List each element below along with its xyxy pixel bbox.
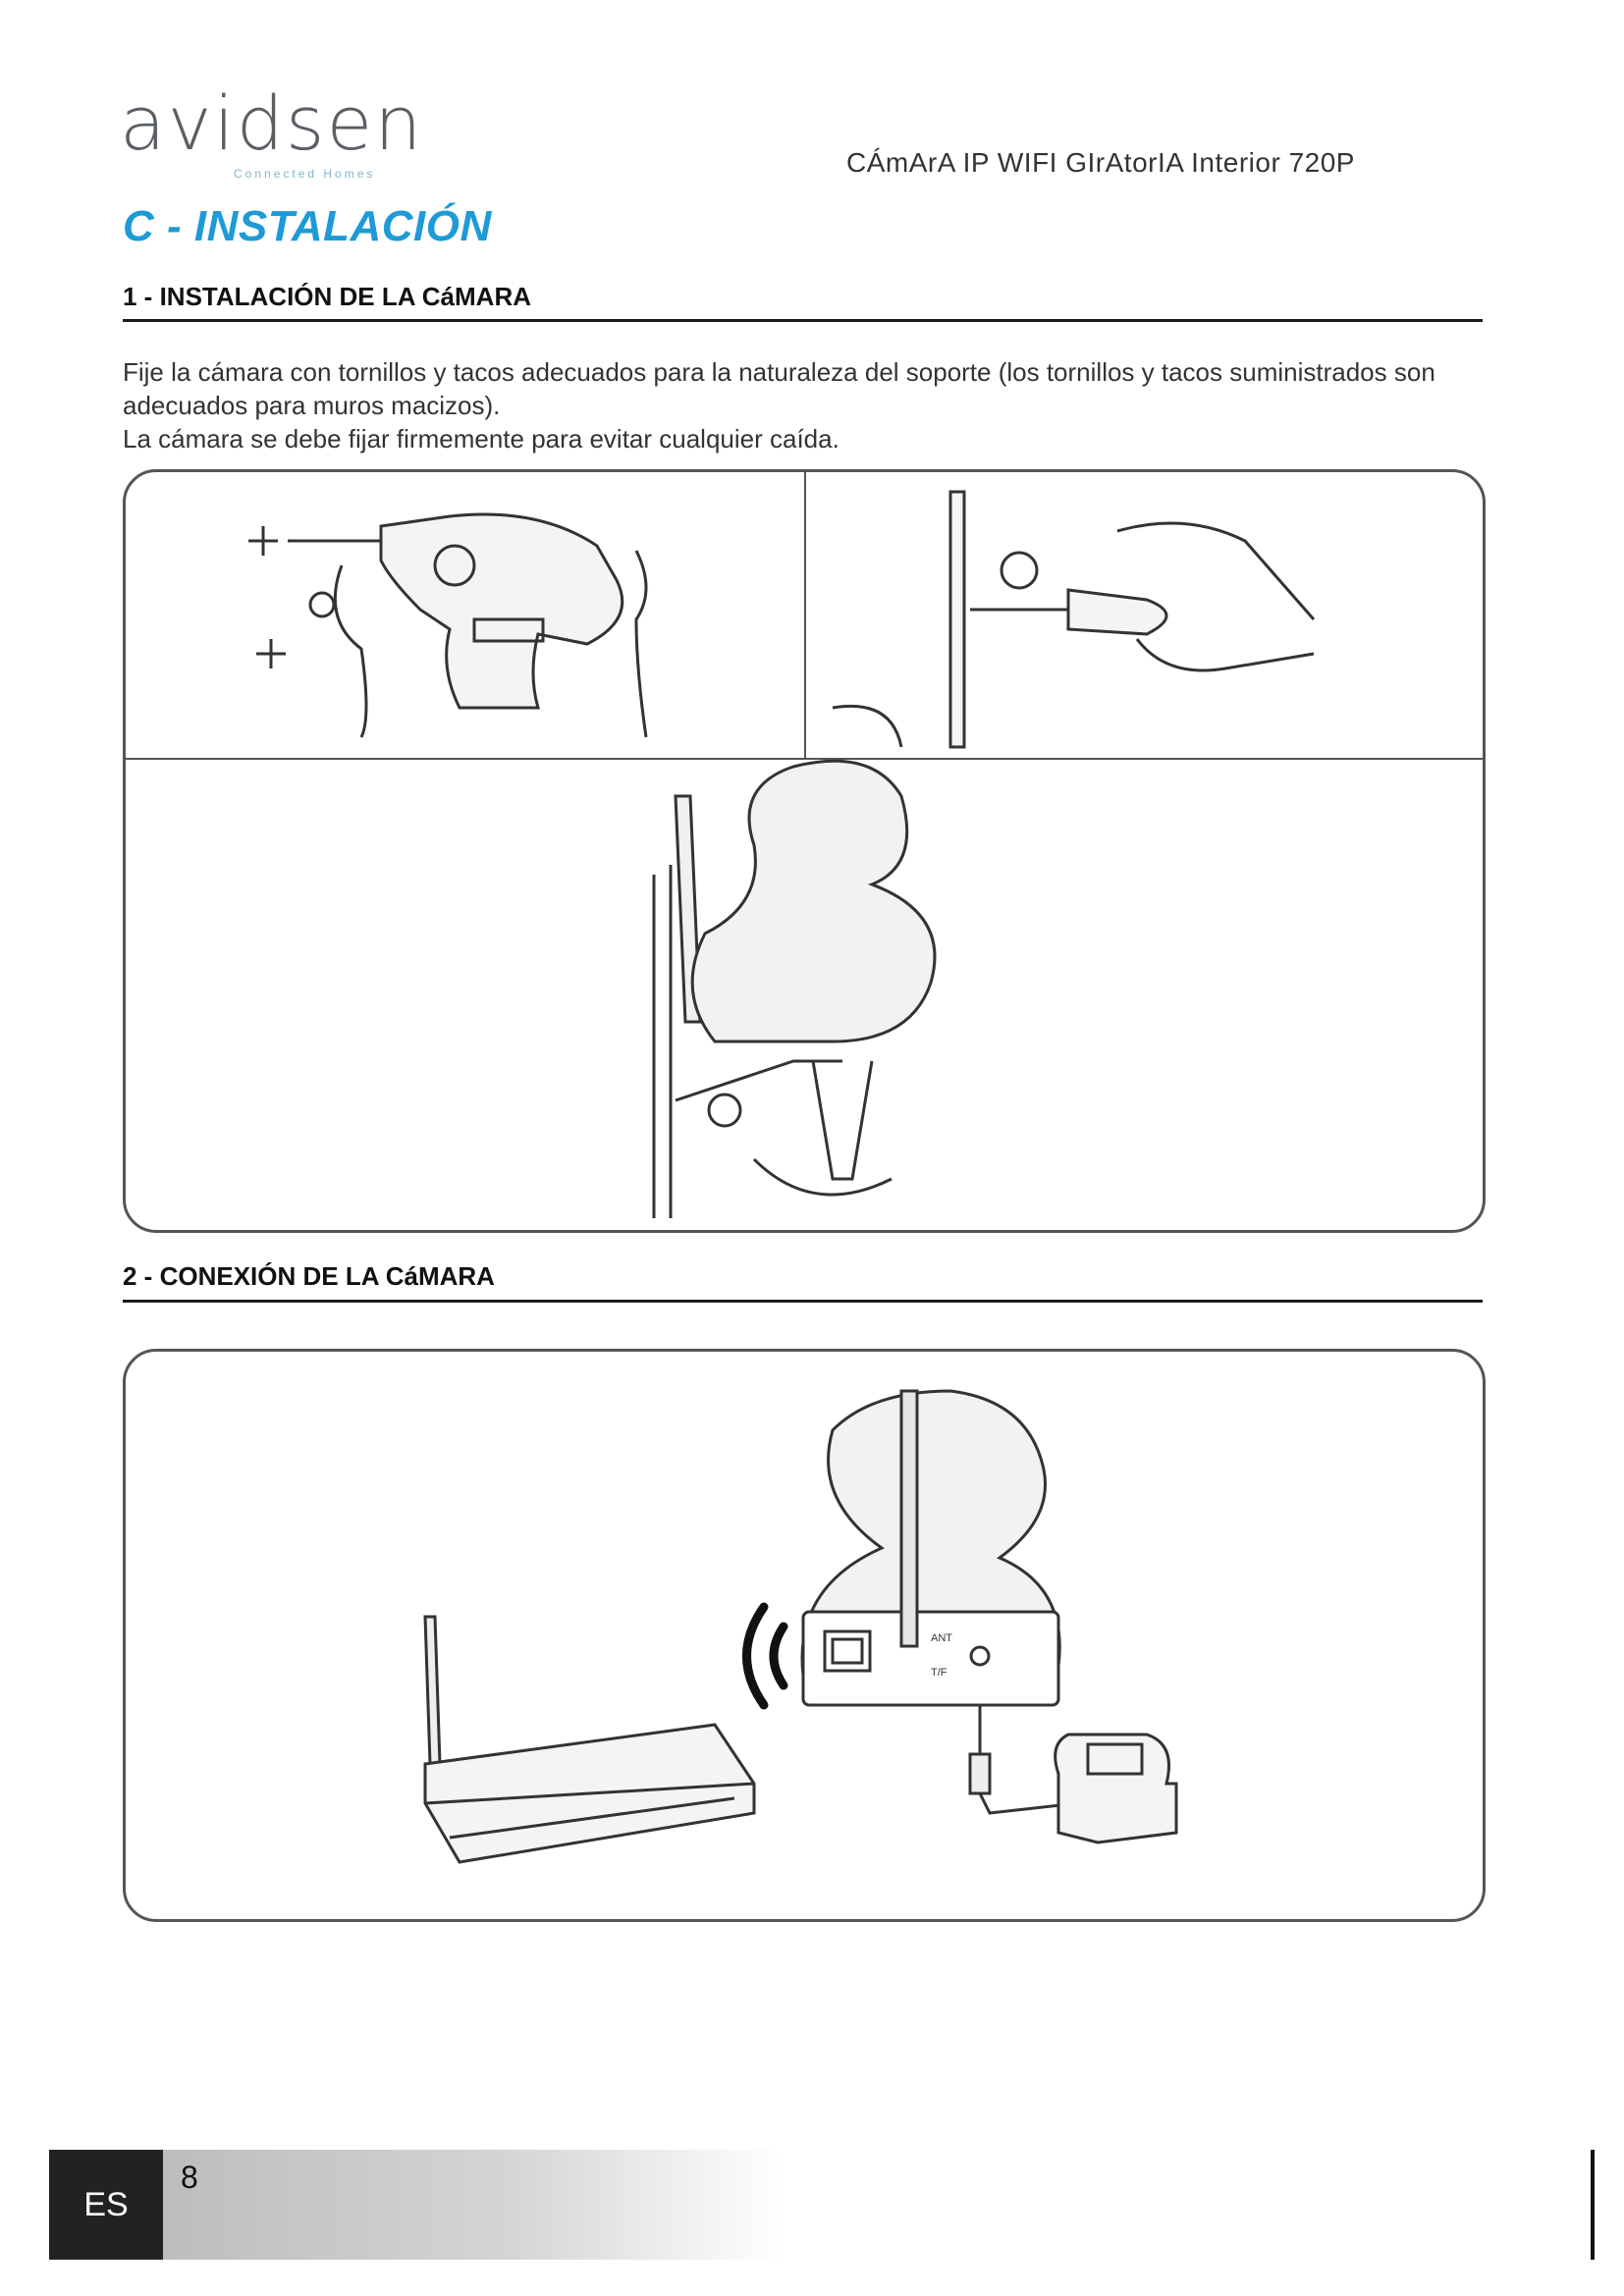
installation-illustration-frame — [123, 469, 1486, 1233]
camera-mount-icon — [654, 706, 935, 1218]
screwdriver-icon — [950, 492, 1314, 747]
brand-logo: avidsen — [120, 80, 424, 167]
step1-text — [123, 355, 1537, 455]
drill-icon — [248, 514, 646, 737]
connection-illustration — [126, 1352, 1483, 1919]
camera-back-icon — [802, 1391, 1059, 1705]
step2-rule — [123, 1300, 1483, 1303]
power-adapter-icon — [970, 1705, 1176, 1842]
connection-illustration-frame — [123, 1349, 1486, 1922]
document-title: CÁmArA IP WIFI GIrAtorIA Interior 720P — [846, 147, 1355, 178]
step1-paragraph-2: La cámara se debe fijar firmemente para evitar cualquier caída. — [123, 424, 839, 454]
port-label-ant: ANT — [931, 1632, 952, 1644]
page-number: 8 — [181, 2160, 198, 2195]
port-label-tf: T/F — [931, 1667, 947, 1679]
footer-gradient-bar — [163, 2150, 782, 2260]
step1-paragraph-1: Fije la cámara con tornillos y tacos adecuados para la naturaleza del soporte (los tornillos y tacos suministrados son adecuados para muros macizos). — [123, 357, 1435, 420]
router-icon — [425, 1617, 754, 1862]
wifi-signal-icon — [747, 1607, 785, 1705]
step1-rule — [123, 319, 1483, 322]
brand-tagline: Connected Homes — [234, 167, 376, 181]
margin-mark — [1591, 2150, 1595, 2260]
step1-heading: 1 - INSTALACIÓN DE LA CáMARA — [123, 282, 531, 311]
section-title: C - INSTALACIÓN — [123, 202, 492, 250]
step2-heading: 2 - CONEXIÓN DE LA CáMARA — [123, 1261, 495, 1291]
installation-illustration — [126, 472, 1483, 1230]
language-tag: ES — [49, 2150, 163, 2260]
